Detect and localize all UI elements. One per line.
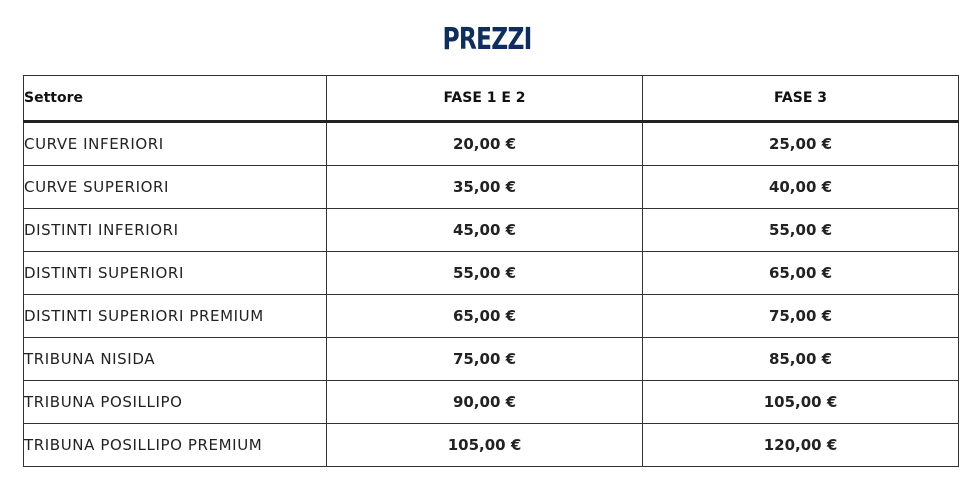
- price-phase-3: 65,00 €: [643, 252, 959, 295]
- sector-cell: CURVE SUPERIORI: [24, 166, 327, 209]
- price-phase-1-2: 45,00 €: [327, 209, 643, 252]
- table-row: [24, 166, 959, 209]
- price-phase-3: 25,00 €: [643, 122, 959, 166]
- sector-cell: DISTINTI SUPERIORI: [24, 252, 327, 295]
- table-row: [24, 424, 959, 467]
- price-phase-3: 40,00 €: [643, 166, 959, 209]
- sector-cell: TRIBUNA POSILLIPO: [24, 381, 327, 424]
- table-row: [24, 338, 959, 381]
- table-row: [24, 381, 959, 424]
- price-phase-1-2: 65,00 €: [327, 295, 643, 338]
- price-phase-3: 75,00 €: [643, 295, 959, 338]
- table-row: [24, 252, 959, 295]
- sector-cell: TRIBUNA POSILLIPO PREMIUM: [24, 424, 327, 467]
- price-phase-3: 55,00 €: [643, 209, 959, 252]
- price-phase-3: 105,00 €: [643, 381, 959, 424]
- table-row: [24, 209, 959, 252]
- price-phase-1-2: 20,00 €: [327, 122, 643, 166]
- price-phase-1-2: 105,00 €: [327, 424, 643, 467]
- sector-cell: CURVE INFERIORI: [24, 122, 327, 166]
- sector-cell: DISTINTI SUPERIORI PREMIUM: [24, 295, 327, 338]
- table-row: [24, 295, 959, 338]
- table-row: [24, 122, 959, 166]
- price-phase-3: 120,00 €: [643, 424, 959, 467]
- header-sector: Settore: [24, 76, 327, 122]
- price-table: [23, 75, 959, 467]
- price-phase-1-2: 90,00 €: [327, 381, 643, 424]
- price-phase-3: 85,00 €: [643, 338, 959, 381]
- sector-cell: DISTINTI INFERIORI: [24, 209, 327, 252]
- price-phase-1-2: 35,00 €: [327, 166, 643, 209]
- price-phase-1-2: 75,00 €: [327, 338, 643, 381]
- header-phase-1-2: FASE 1 E 2: [327, 76, 643, 122]
- price-phase-1-2: 55,00 €: [327, 252, 643, 295]
- table-header-row: [24, 76, 959, 122]
- sector-cell: TRIBUNA NISIDA: [24, 338, 327, 381]
- header-phase-3: FASE 3: [643, 76, 959, 122]
- page-title: PREZZI: [442, 22, 532, 57]
